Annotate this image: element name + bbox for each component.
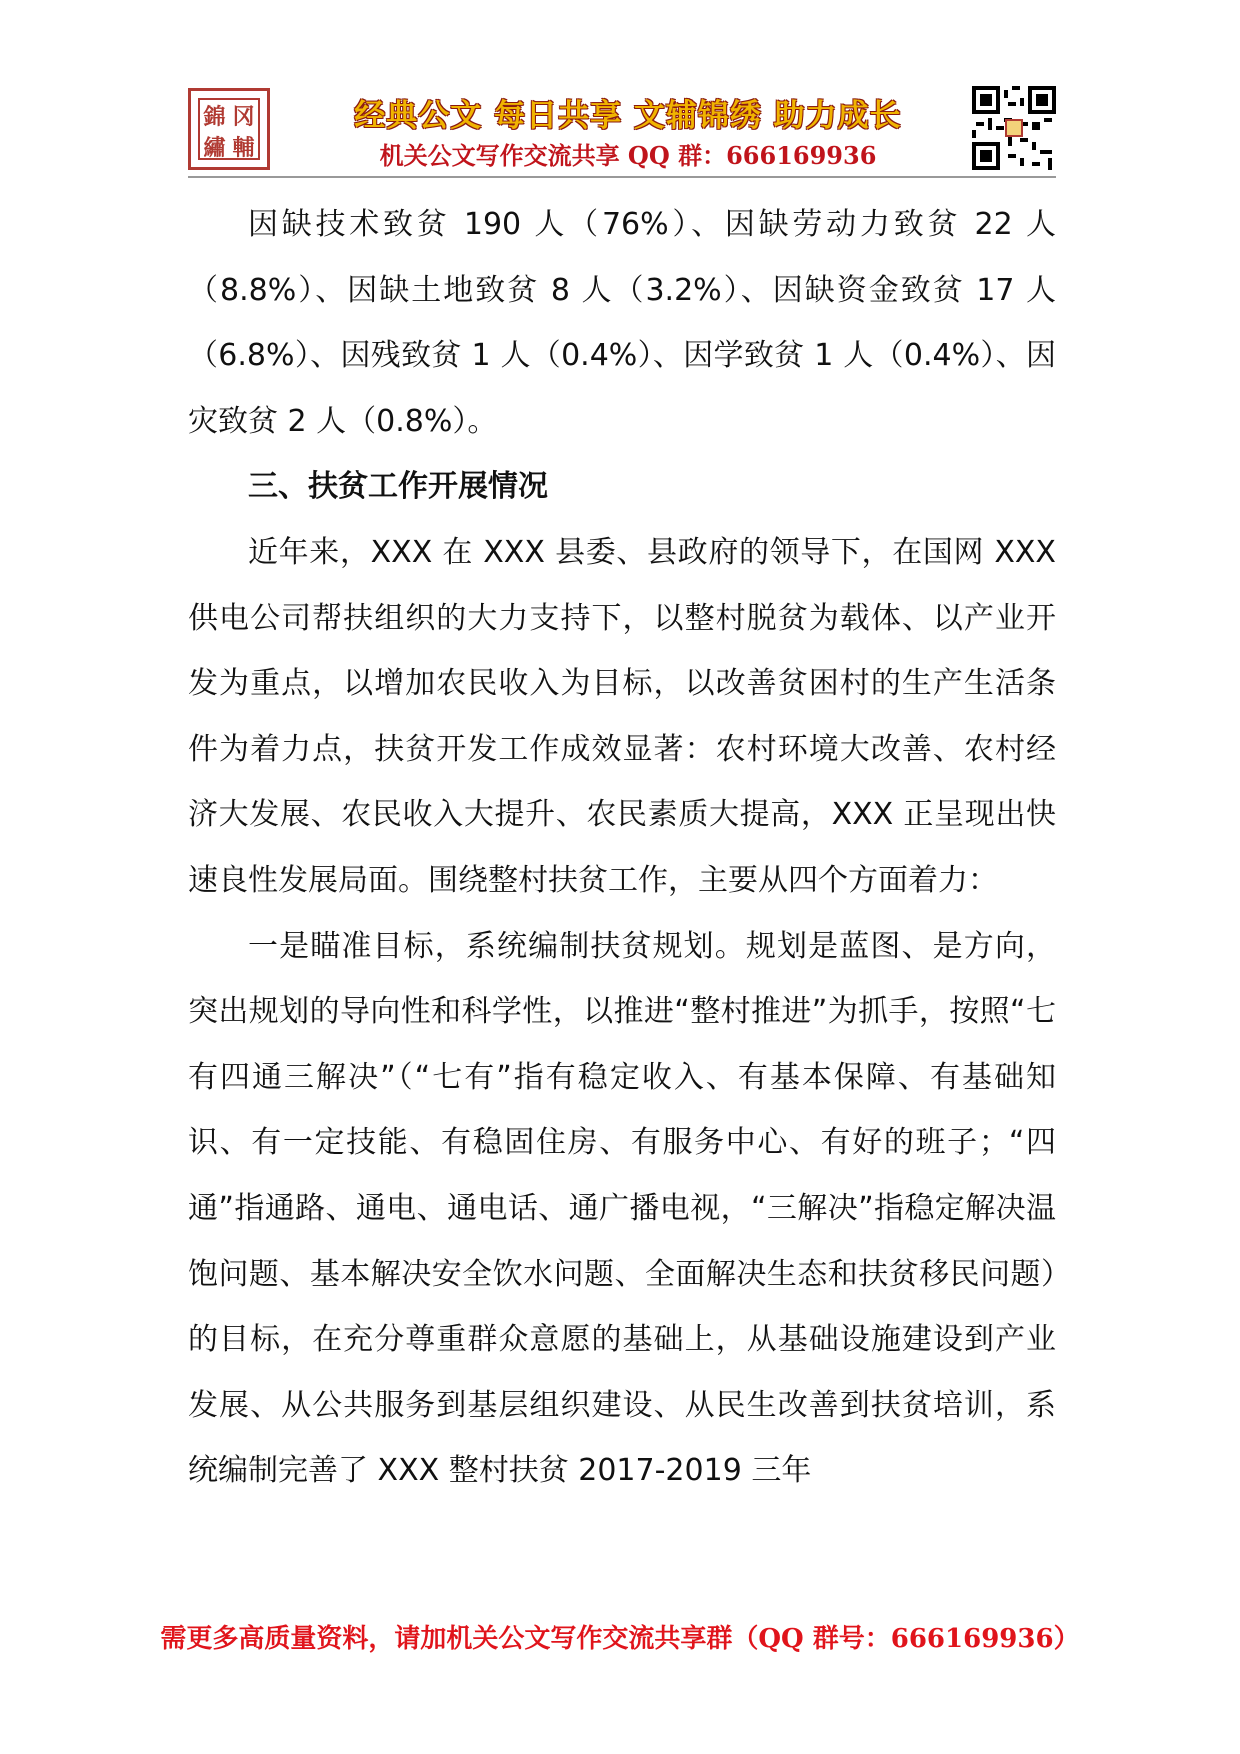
header-divider bbox=[188, 176, 1056, 178]
header-qq-group: 机关公文写作交流共享 QQ 群：666169936 bbox=[379, 141, 877, 170]
section-heading: 三、扶贫工作开展情况 bbox=[248, 469, 548, 505]
paragraph-poverty-causes: 因缺技术致贫 190 人（76%）、因缺劳动力致贫 22 人（8.8%）、因缺土地致贫 8 人（3.2%）、因缺资金致贫 17 人（6.8%）、因残致贫 1 人（0.4%）、因学致贫 1 人（0.4%）、因灾致贫 2 人（0.8%）。 bbox=[188, 207, 1056, 439]
page-header bbox=[188, 84, 1056, 176]
seal-logo bbox=[188, 88, 270, 170]
document-body bbox=[188, 192, 1056, 1504]
seal-char: 繡 bbox=[203, 135, 226, 161]
seal-char: 冈 bbox=[232, 104, 255, 130]
qr-code-icon bbox=[972, 86, 1056, 170]
paragraph-overview: 近年来，XXX 在 XXX 县委、县政府的领导下，在国网 XXX 供电公司帮扶组织的大力支持下，以整村脱贫为载体、以产业开发为重点，以增加农民收入为目标，以改善贫困村的生产生活条件为着力点，扶贫开发工作成效显著：农村环境大改善、农村经济大发展、农民收入大提升、农民素质大提高，XXX 正呈现出快速良性发展局面。围绕整村扶贫工作，主要从四个方面着力： bbox=[188, 534, 1056, 898]
paragraph-planning: 一是瞄准目标，系统编制扶贫规划。规划是蓝图、是方向，突出规划的导向性和科学性，以推进“整村推进”为抓手，按照“七有四通三解决”（“七有”指有稳定收入、有基本保障、有基础知识、有一定技能、有稳固住房、有服务中心、有好的班子；“四通”指通路、通电、通电话、通广播电视，“三解决”指稳定解决温饱问题、基本解决安全饮水问题、全面解决生态和扶贫移民问题）的目标，在充分尊重群众意愿的基础上，从基础设施建设到产业发展、从公共服务到基层组织建设、从民生改善到扶贫培训，系统编制完善了 XXX 整村扶贫 2017-2019 三年 bbox=[188, 928, 1056, 1489]
seal-char: 錦 bbox=[203, 104, 226, 130]
seal-char: 輔 bbox=[232, 135, 255, 161]
footer-notice: 需更多高质量资料，请加机关公文写作交流共享群（QQ 群号：666169936） bbox=[160, 1624, 1080, 1654]
header-slogan: 经典公文 每日共享 文辅锦绣 助力成长 bbox=[354, 98, 902, 134]
